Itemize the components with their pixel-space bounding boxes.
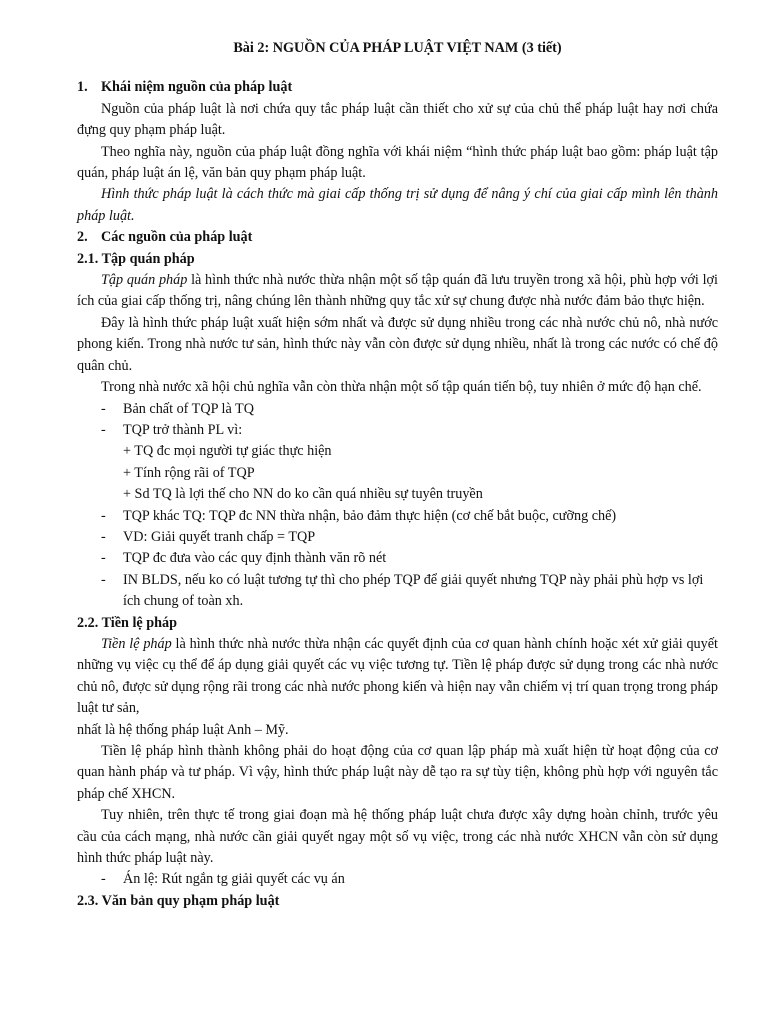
section-1-heading-text: Khái niệm nguồn của pháp luật [101,79,293,96]
section-1-heading [77,77,718,98]
section-2-heading-text: Các nguồn của pháp luật [101,229,253,246]
bullet-dash: - [101,528,106,545]
section-2-2-paragraph-3: Tuy nhiên, trên thực tế trong giai đoạn mà hệ thống pháp luật chưa được xây dựng hoàn chỉnh, trước yêu cầu của cách mạng, nhà nước cần giải quyết ngay một số vụ việc, trong các nhà nước XHCN vẫn còn sử dụng hình thức pháp luật này. [77,807,718,867]
list-item-text: Bản chất of TQP là TQ [123,400,254,417]
section-2-1-paragraph-2: Đây là hình thức pháp luật xuất hiện sớm nhất và được sử dụng nhiều trong các nhà nước chủ nô, nhà nước phong kiến. Trong nhà nước tư sản, hình thức này vẫn còn được sử dụng nhiều, nhất là trong các nước có chế độ quân chủ. [77,314,718,374]
section-1-number: 1. [77,79,88,96]
list-item [77,399,718,420]
section-2-1-bullet-list-2 [77,506,718,613]
bullet-dash: - [101,571,106,588]
list-item [77,869,718,890]
section-2-1-heading: 2.1. Tập quán pháp [77,250,195,267]
sub-item: + Tính rộng rãi of TQP [123,464,255,481]
section-2-1-sub-list [77,441,718,505]
sub-item: + TQ đc mọi người tự giác thực hiện [123,443,332,460]
list-item-text: IN BLDS, nếu ko có luật tương tự thì cho phép TQP để giải quyết nhưng TQP này phải phù hợp vs lợi ích chung of toàn xh. [123,571,704,610]
list-item-text: Án lệ: Rút ngắn tg giải quyết các vụ án [123,871,345,888]
term-tien-le-phap: Tiền lệ pháp [101,635,172,652]
bullet-dash: - [101,507,106,524]
section-2-2-paragraph-1-tail: nhất là hệ thống pháp luật Anh – Mỹ. [77,721,289,738]
list-item [77,548,718,569]
section-2-1-paragraph-1 [77,270,718,313]
list-item [77,506,718,527]
section-1-paragraph-3: Hình thức pháp luật là cách thức mà giai cấp thống trị sử dụng để nâng ý chí của giai cấp mình lên thành pháp luật. [77,186,718,224]
list-item-text: TQP đc đưa vào các quy định thành văn rõ nét [123,550,387,567]
sub-item: + Sd TQ là lợi thế cho NN do ko cần quá nhiều sự tuyên truyền [123,486,483,503]
bullet-dash: - [101,550,106,567]
document-title: Bài 2: NGUỒN CỦA PHÁP LUẬT VIỆT NAM (3 tiết) [233,40,562,56]
bullet-dash: - [101,421,106,438]
bullet-dash: - [101,871,106,888]
list-item [77,420,718,441]
bullet-dash: - [101,400,106,417]
section-2-2-paragraph-2: Tiền lệ pháp hình thành không phải do hoạt động của cơ quan lập pháp mà xuất hiện từ hoạt động của cơ quan hành pháp và tư pháp. Vì vậy, hình thức pháp luật này dễ tạo ra sự tùy tiện, không phù hợp với nguyên tắc pháp chế XHCN. [77,743,718,802]
section-2-heading [77,227,718,248]
list-item [77,527,718,548]
list-item-text: TQP trở thành PL vì: [123,421,243,438]
section-1-paragraph-1: Nguồn của pháp luật là nơi chứa quy tắc pháp luật cần thiết cho xử sự của chủ thể pháp luật hay nơi chứa đựng quy phạm pháp luật. [77,100,718,139]
section-2-2-bullet-list [77,869,718,890]
section-2-1-paragraph-1-text: là hình thức nhà nước thừa nhận một số tập quán đã lưu truyền trong xã hội, phù hợp với lợi ích của giai cấp thống trị, nâng chúng lên thành những quy tắc xử sự chung được nhà nước đảm bảo thực hiện. [77,272,718,310]
section-1-paragraph-2: Theo nghĩa này, nguồn của pháp luật đồng nghĩa với khái niệm “hình thức pháp luật bao gồm: pháp luật tập quán, pháp luật án lệ, văn bản quy phạm pháp luật. [77,143,718,182]
list-item-text: VD: Giải quyết tranh chấp = TQP [123,528,316,545]
list-item-text: TQP khác TQ: TQP đc NN thừa nhận, bảo đảm thực hiện (cơ chế bắt buộc, cưỡng chế) [123,507,617,524]
section-2-2-paragraph-1 [77,634,718,720]
section-2-1-bullet-list [77,399,718,442]
section-2-1-paragraph-3: Trong nhà nước xã hội chủ nghĩa vẫn còn thừa nhận một số tập quán tiến bộ, tuy nhiên ở mức độ hạn chế. [101,379,702,396]
term-tap-quan-phap: Tập quán pháp [101,272,188,289]
section-2-2-paragraph-1-text: là hình thức nhà nước thừa nhận các quyết định của cơ quan hành chính hoặc xét xử giải quyết những vụ việc cụ thể để áp dụng giải quyết các vụ việc tương tự. Tiền lệ pháp được sử dụng trong các nhà nước chủ nô, được sử dụng rộng rãi trong các nhà nước phong kiến và hiện nay vẫn chiếm vị trí quan trọng trong pháp luật tư sản, [77,635,718,717]
section-2-3-heading: 2.3. Văn bản quy phạm pháp luật [77,892,280,909]
section-2-number: 2. [77,229,88,246]
section-2-2-heading: 2.2. Tiền lệ pháp [77,614,178,631]
list-item [77,570,718,613]
